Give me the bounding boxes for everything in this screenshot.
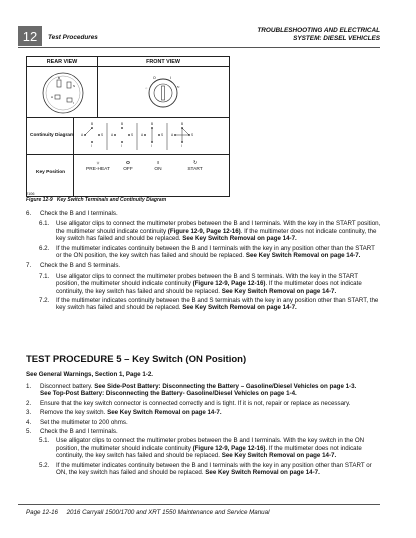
list-item: 1. Disconnect battery. See Side-Post Battery: Disconnecting the Battery – Gasoline/Diesel Vehicles on page 1-3. See Top-Post Battery: Disconnecting the Battery- Gasoline/Diesel Vehicles on page 1-4. xyxy=(26,383,357,398)
svg-text:A: A xyxy=(81,133,84,137)
key-position-preheat xyxy=(85,161,111,173)
svg-text:B: B xyxy=(151,122,154,126)
on-label: ON xyxy=(154,167,162,172)
list-item: 7. Check the B and S terminals. xyxy=(26,262,121,270)
page-footer xyxy=(26,509,269,516)
svg-text:B: B xyxy=(181,122,184,126)
svg-text:B: B xyxy=(91,122,94,126)
svg-text:A: A xyxy=(171,133,174,137)
list-item: 7.1. Use alligator clips to connect the multimeter probes between the B and S terminals. With the key in the START position, the multimeter should indicate continuity (Figure 12-9, Page 12-16). If the multimeter does not indicate continuity, the key switch has failed and should be replaced. See Key Switch Removal on page 14-7. xyxy=(39,272,362,295)
list-item: 6.2. If the multimeter indicates continuity between the B and I terminals with the key in any position other than the START or the ON position, the key switch has failed and should be replaced. See Key Switch Removal on page 14-7. xyxy=(39,244,375,260)
chapter-header-line2: SYSTEM: DIESEL VEHICLES xyxy=(293,35,380,42)
figure-id: 2106 xyxy=(26,192,35,196)
front-view-keyslot-icon xyxy=(135,71,191,115)
svg-text:I: I xyxy=(121,144,122,148)
list-item: 6. Check the B and I terminals. xyxy=(26,210,118,217)
svg-text:B: B xyxy=(121,122,124,126)
figure-divider-h1 xyxy=(27,117,229,118)
rear-view-heading: REAR VIEW xyxy=(27,57,97,67)
procedure-steps-top xyxy=(26,210,382,312)
footer-divider xyxy=(18,504,380,505)
manual-title: 2016 Carryall 1500/1700 and XRT 1550 Maintenance and Service Manual xyxy=(66,509,270,516)
key-switch-figure xyxy=(26,56,230,197)
chapter-number-badge: 12 xyxy=(18,26,42,46)
front-view-heading: FRONT VIEW xyxy=(97,57,229,67)
svg-text:I: I xyxy=(73,101,74,105)
key-position-on xyxy=(145,161,171,173)
rear-view-terminals-icon xyxy=(39,71,87,115)
svg-text:S: S xyxy=(73,84,76,88)
svg-text:I: I xyxy=(151,144,152,148)
continuity-diagram-label: Continuity Diagram xyxy=(30,133,75,138)
svg-text:I: I xyxy=(170,76,171,80)
header-divider xyxy=(18,47,380,48)
list-item: 2. Ensure that the key switch connector is connected correctly and is tight. If it is not, repair or replace as necessary. xyxy=(26,399,351,407)
list-item: 4. Set the multimeter to 200 ohms. xyxy=(26,418,128,426)
svg-text:I: I xyxy=(91,144,92,148)
svg-text:S: S xyxy=(161,133,164,137)
figure-divider-v2 xyxy=(73,117,74,196)
procedure-steps-bottom xyxy=(26,383,382,476)
general-warning-reference: See General Warnings, Section 1, Page 1-2. xyxy=(26,371,154,378)
list-item: 5. Check the B and I terminals. xyxy=(26,428,118,436)
preheat-icon: ☼ xyxy=(95,161,101,166)
svg-text:A: A xyxy=(111,133,114,137)
list-item: 3. Remove the key switch. See Key Switch Removal on page 14-7. xyxy=(26,409,222,417)
on-symbol: I xyxy=(157,161,159,166)
svg-text:I: I xyxy=(181,144,182,148)
chapter-header-line1: TROUBLESHOOTING AND ELECTRICAL xyxy=(257,27,380,34)
svg-text:S: S xyxy=(131,133,134,137)
figure-divider-v xyxy=(97,57,98,117)
page-number: Page 12-16 xyxy=(26,509,58,516)
svg-text:S: S xyxy=(101,133,104,137)
figure-caption xyxy=(26,197,166,203)
svg-text:O: O xyxy=(153,76,156,80)
key-position-label: Key Position xyxy=(36,170,66,175)
figure-divider-h2 xyxy=(27,154,229,155)
key-position-start xyxy=(175,161,215,173)
preheat-label: PRE-HEAT xyxy=(86,167,110,172)
svg-text:A: A xyxy=(51,95,54,99)
start-label: START xyxy=(187,167,203,172)
start-icon: ↻ xyxy=(192,161,198,166)
continuity-diagram-icon xyxy=(77,120,227,152)
svg-text:S: S xyxy=(191,133,194,137)
svg-text:☼: ☼ xyxy=(145,86,148,90)
off-symbol: O xyxy=(126,161,130,166)
list-item: 5.2. If the multimeter indicates continuity between the B and I terminals with the key in any position other than START or ON, the key switch has failed and should be replaced. See Key Switch Removal on page 14-7. xyxy=(39,461,372,477)
list-item: 7.2. If the multimeter indicates continuity between the B and S terminals with the key in any position other than START, the key switch has failed and should be replaced. See Key Switch Removal on page 14-7. xyxy=(39,297,379,312)
off-label: OFF xyxy=(123,167,133,172)
svg-text:↻: ↻ xyxy=(177,85,180,89)
figure-caption-text: Key Switch Terminals and Continuity Diagram xyxy=(56,197,167,203)
section-title: TEST PROCEDURE 5 – Key Switch (ON Position) xyxy=(26,354,247,365)
list-item: 6.1. Use alligator clips to connect the multimeter probes between the B and I terminals. With the key in the START position, the multimeter should indicate continuity (Figure 12-9, Page 12-16). If the multimeter does not indicate continuity, the key switch has failed and should be replaced. See Key Switch Removal on page 14-7. xyxy=(39,220,381,243)
key-position-off xyxy=(115,161,141,173)
figure-caption-number: Figure 12-9 xyxy=(26,197,53,203)
section-header-title: Test Procedures xyxy=(48,34,98,41)
list-item: 5.1. Use alligator clips to connect the multimeter probes between the B and I terminals. With the key switch in the ON position, the multimeter should indicate continuity (Figure 12-9, Page 12-16). If the multimeter does not indicate continuity, the key switch has failed and should be replaced. See Key Switch Removal on page 14-7. xyxy=(39,437,365,460)
chapter-header-title xyxy=(257,27,380,43)
svg-text:B: B xyxy=(58,76,61,80)
svg-text:A: A xyxy=(141,133,144,137)
